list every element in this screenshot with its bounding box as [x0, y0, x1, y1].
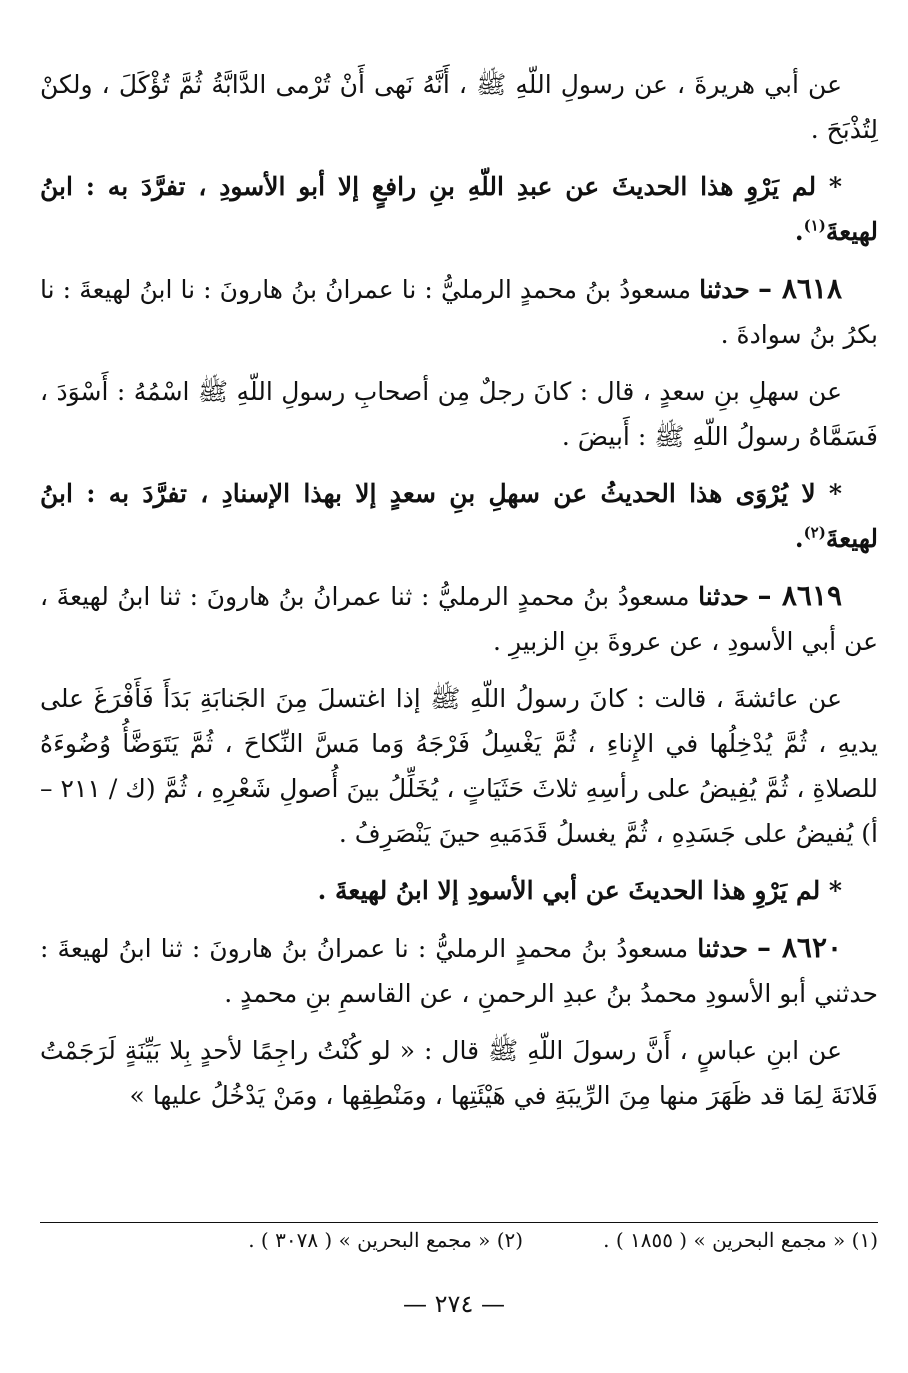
isnad-lead: حدثنا	[698, 582, 749, 611]
isnad-paragraph	[40, 266, 878, 357]
commentary-text: لم يَرْوِ هذا الحديثَ عن أبي الأسودِ إلا ابنُ لهيعةَ .	[317, 876, 821, 905]
isnad-lead: حدثنا	[697, 934, 748, 963]
hadith-text: عن سهلِ بنِ سعدٍ ، قال : كانَ رجلٌ مِن أصحابِ رسولِ اللّهِ ﷺ اسْمُهُ : أَسْوَدَ ، فَسَمَّاهُ رسولُ اللّهِ ﷺ : أَبيضَ .	[40, 377, 878, 451]
page-body	[40, 62, 878, 1130]
isnad-text: مسعودُ بنُ محمدٍ الرمليُّ : ثنا عمرانُ بنُ هارونَ : ثنا ابنُ لهيعةَ ، عن أبي الأسودِ ، عن عروةَ بنِ الزبيرِ .	[40, 582, 878, 656]
footnote-ref: (١)	[803, 216, 826, 235]
commentary-note	[40, 868, 878, 913]
star-marker: *	[828, 172, 842, 201]
commentary-note: * لا يُرْوَى هذا الحديثُ عن سهلِ بنِ سعدٍ إلا بهذا الإسنادِ ، تفرَّدَ به : ابنُ لهيعةَ$^{(٢)}$.	[40, 479, 878, 553]
hadith-number: ٨٦١٨ –	[757, 272, 842, 305]
hadith-number: ٨٦١٩ –	[757, 579, 843, 612]
hadith-text: عن ابنِ عباسٍ ، أَنَّ رسولَ اللّهِ ﷺ قال : « لو كُنْتُ راجِمًا لأحدٍ بِلا بَيِّنَةٍ لَرَجَمْتُ فَلانَةَ لِمَا قد ظَهَرَ منها مِنَ الرِّيبَةِ في هَيْئَتِها ، ومَنْطِقِها ، ومَنْ يَدْخُلُ عليها »	[40, 1036, 878, 1110]
isnad-paragraph	[40, 573, 878, 664]
hadith-text: عن أبي هريرةَ ، عن رسولِ اللّهِ ﷺ ، أَنَّهُ نَهى أَنْ تُرْمى الدَّابَّةُ ثُمَّ تُؤْكَلَ ، ولكنْ لِتُذْبَحَ .	[40, 70, 878, 144]
star-marker: *	[828, 479, 842, 508]
hadith-number: ٨٦٢٠ –	[757, 931, 843, 964]
isnad-text: مسعودُ بنُ محمدٍ الرمليُّ : نا عمرانُ بنُ هارونَ : ثنا ابنُ لهيعةَ : حدثني أبو الأسودِ محمدُ بنُ عبدِ الرحمنِ ، عن القاسمِ بنِ محمدٍ .	[40, 934, 878, 1008]
isnad-lead: حدثنا	[699, 275, 750, 304]
footnote-2: (٢) « مجمع البحرين » ( ٣٠٧٨ ) .	[248, 1228, 524, 1252]
footnotes	[40, 1222, 878, 1255]
footnote-1: (١) « مجمع البحرين » ( ١٨٥٥ ) .	[603, 1228, 878, 1252]
isnad-text: مسعودُ بنُ محمدٍ الرمليُّ : نا عمرانُ بنُ هارونَ : نا ابنُ لهيعةَ : نا بكرُ بنُ سوادةَ .	[40, 275, 878, 349]
commentary-text: لم يَرْوِ هذا الحديثَ عن عبدِ اللّهِ بنِ رافعٍ إلا أبو الأسودِ ، تفرَّدَ به : ابنُ لهيعةَ	[40, 172, 878, 246]
isnad-paragraph	[40, 925, 878, 1016]
footnote-ref: (٢)	[803, 523, 826, 542]
commentary-text: لا يُرْوَى هذا الحديثُ عن سهلِ بنِ سعدٍ إلا بهذا الإسنادِ ، تفرَّدَ به : ابنُ لهيعةَ	[40, 479, 878, 553]
hadith-text: عن عائشةَ ، قالت : كانَ رسولُ اللّهِ ﷺ إذا اغتسلَ مِنَ الجَنابَةِ بَدَأَ فَأَفْرَغَ على يديهِ ، ثُمَّ يُدْخِلُها في الإِناءِ ، ثُمَّ يَغْسِلُ فَرْجَهُ وَما مَسَّ النِّكاحَ ، ثُمَّ يَتَوَضَّأُ وُضُوءَهُ للصلاةِ ، ثُمَّ يُفِيضُ على رأسِهِ ثلاثَ حَثَيَاتٍ ، يُخَلِّلُ بينَ أُصولِ شَعْرِهِ ، ثُمَّ (ك / ٢١١ – أ) يُفيضُ على جَسَدِهِ ، ثُمَّ يغسلُ قَدَمَيهِ حينَ يَنْصَرِفُ .	[40, 684, 878, 848]
commentary-note: * لم يَرْوِ هذا الحديثَ عن عبدِ اللّهِ بنِ رافعٍ إلا أبو الأسودِ ، تفرَّدَ به : ابنُ لهيعةَ$^{(١)}$.	[40, 172, 878, 246]
star-marker: *	[828, 876, 842, 905]
page-number: — ٢٧٤ —	[403, 1290, 505, 1318]
